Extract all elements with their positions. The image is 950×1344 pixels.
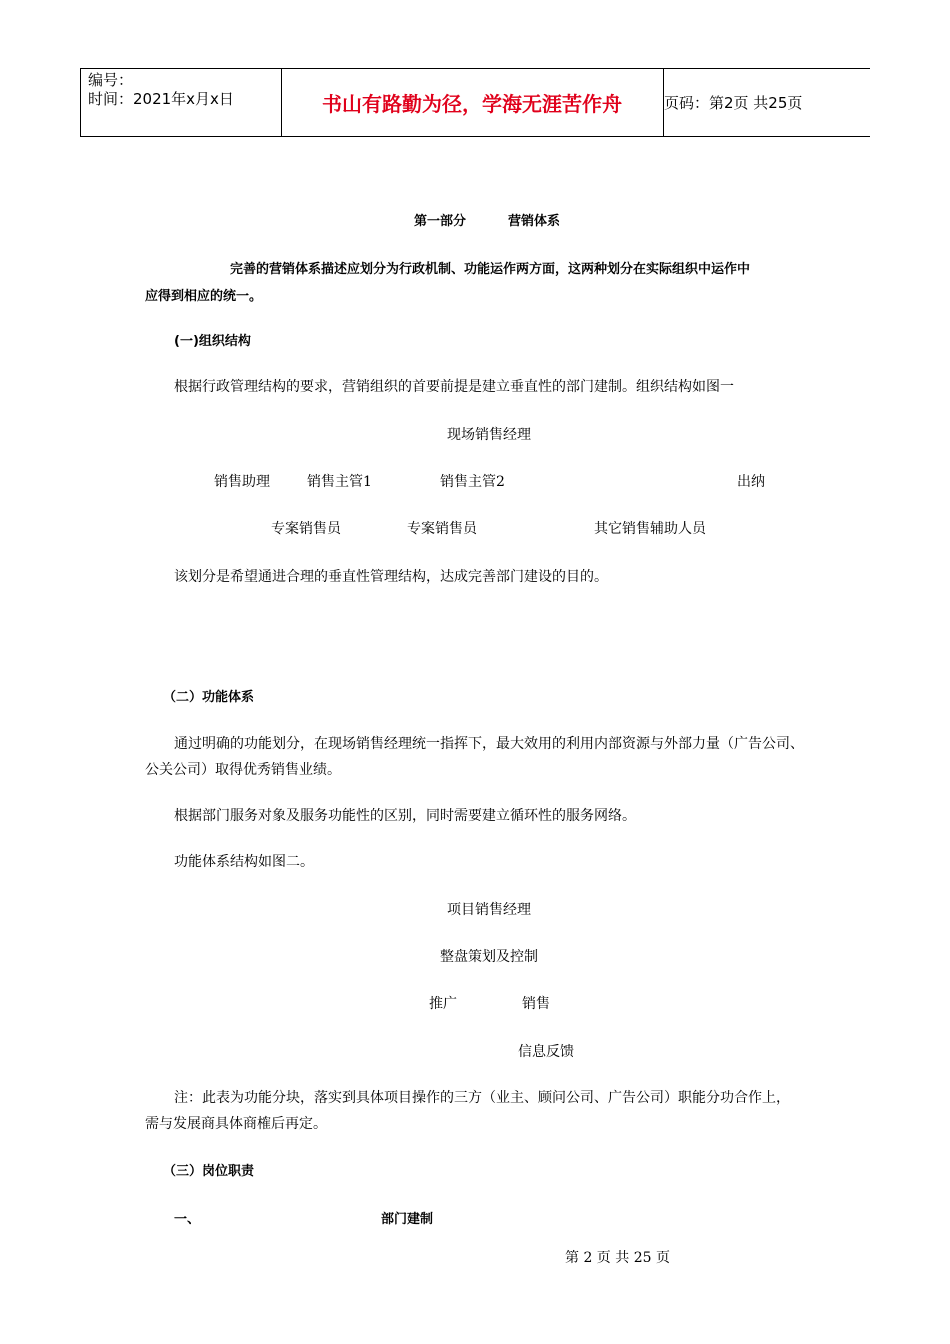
section2-para1-line1: 通过明确的功能划分，在现场销售经理统一指挥下，最大效用的利用内部资源与外部力量（广告公司、 [174,736,804,752]
section1-conclusion: 该划分是希望通进合理的垂直性管理结构，达成完善部门建设的目的。 [174,569,608,585]
header-meta [88,71,234,109]
page-footer: 第 2 页 共 25 页 [565,1250,670,1266]
org-chart-top: 现场销售经理 [447,427,531,443]
section1-paragraph: 根据行政管理结构的要求，营销组织的首要前提是建立垂直性的部门建制。组织结构如图一 [174,379,734,395]
part-subtitle: 营销体系 [508,214,561,229]
func-chart-mid: 整盘策划及控制 [440,949,538,965]
page-header [80,68,870,137]
section2-para3: 功能体系结构如图二。 [174,854,314,870]
header-page-label: 页码：第2页 共25页 [664,94,803,112]
func-chart-bottom: 信息反馈 [518,1044,574,1060]
intro-line-1: 完善的营销体系描述应划分为行政机制、功能运作两方面，这两种划分在实际组织中运作中 [230,262,751,277]
item-number: 一、 [174,1212,201,1227]
section2-heading: （二）功能体系 [163,690,255,705]
intro-line-2: 应得到相应的统一。 [145,289,263,304]
header-motto: 书山有路勤为径，学海无涯苦作舟 [322,92,622,116]
header-time-label: 时间：2021年x月x日 [88,90,234,108]
section2-para2: 根据部门服务对象及服务功能性的区别，同时需要建立循环性的服务网络。 [174,808,636,824]
item-title: 部门建制 [381,1212,434,1227]
org-chart-node: 销售助理 [214,474,270,490]
section3-heading: （三）岗位职责 [163,1164,255,1179]
header-number-label: 编号： [88,71,134,89]
org-chart-node: 专案销售员 [407,521,477,537]
func-chart-right: 销售 [522,996,550,1012]
org-chart-node: 专案销售员 [271,521,341,537]
org-chart-node: 销售主管1 [307,474,372,490]
org-chart-node: 销售主管2 [440,474,505,490]
note-line-1: 注：此表为功能分块，落实到具体项目操作的三方（业主、顾问公司、广告公司）职能分功合作上， [174,1090,790,1106]
func-chart-left: 推广 [429,996,457,1012]
org-chart-node: 其它销售辅助人员 [594,521,706,537]
part-title: 第一部分 [414,214,467,229]
section2-para1-line2: 公关公司）取得优秀销售业绩。 [145,762,341,778]
note-line-2: 需与发展商具体商榷后再定。 [145,1116,327,1132]
section1-heading: (一)组织结构 [174,334,251,349]
func-chart-top: 项目销售经理 [447,902,531,918]
org-chart-node: 出纳 [737,474,765,490]
header-border-left [80,69,81,136]
